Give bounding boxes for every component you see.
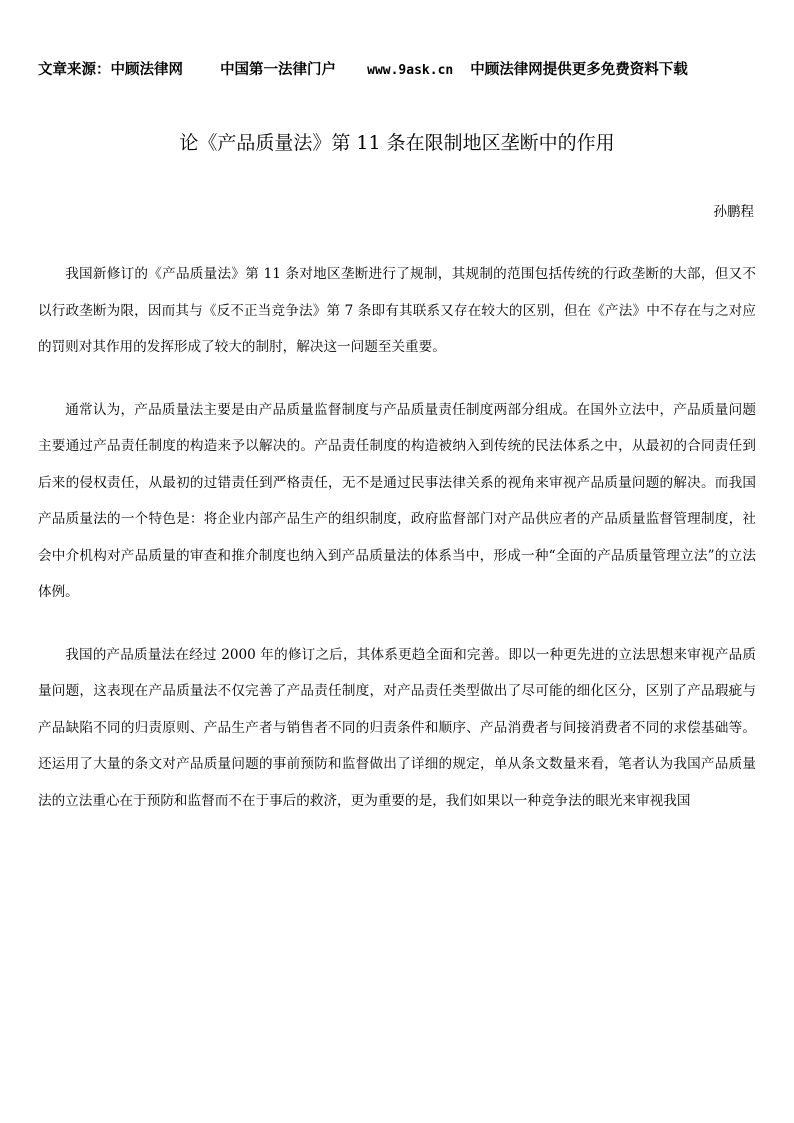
page-header: [38, 60, 768, 81]
header-url[interactable]: www.9ask.cn: [367, 63, 454, 78]
article-author: 孙鹏程: [713, 204, 754, 220]
article-body: [38, 256, 756, 845]
header-source: 文章来源：中顾法律网: [38, 61, 183, 78]
paragraph: 我国新修订的《产品质量法》第 11 条对地区垄断进行了规制，其规制的范围包括传统的行政垄断的大部，但又不以行政垄断为限，因而其与《反不正当竞争法》第 7 条即有其联系又存在较大的区别，但在《产法》中不存在与之对应的罚则对其作用的发挥形成了较大的制肘，解决这一问题至关重要。: [38, 266, 756, 355]
paragraph: 通常认为，产品质量法主要是由产品质量监督制度与产品质量责任制度两部分组成。在国外立法中，产品质量问题主要通过产品责任制度的构造来予以解决的。产品责任制度的构造被纳入到传统的民法体系之中，从最初的合同责任到后来的侵权责任，从最初的过错责任到严格责任，无不是通过民事法律关系的视角来审视产品质量问题的解决。而我国产品质量法的一个特色是：将企业内部产品生产的组织制度，政府监督部门对产品供应者的产品质量监督管理制度，社会中介机构对产品质量的审查和推介制度也纳入到产品质量法的体系当中，形成一种“全面的产品质量管理立法”的立法体例。: [38, 401, 756, 600]
header-portal: 中国第一法律门户: [220, 61, 337, 78]
article-title: 论《产品质量法》第 11 条在限制地区垄断中的作用: [179, 132, 615, 154]
paragraph: 我国的产品质量法在经过 2000 年的修订之后，其体系更趋全面和完善。即以一种更先进的立法思想来审视产品质量问题，这表现在产品质量法不仅完善了产品责任制度，对产品责任类型做出了尽可能的细化区分，区别了产品瑕疵与产品缺陷不同的归责原则、产品生产者与销售者不同的归责条件和顺序、产品消费者与间接消费者不同的求偿基础等。还运用了大量的条文对产品质量问题的事前预防和监督做出了详细的规定，单从条文数量来看，笔者认为我国产品质量法的立法重心在于预防和监督而不在于事后的救济，更为重要的是，我们如果以一种竞争法的眼光来审视我国: [38, 646, 756, 809]
header-tagline: 中顾法律网提供更多免费资料下载: [470, 61, 688, 78]
